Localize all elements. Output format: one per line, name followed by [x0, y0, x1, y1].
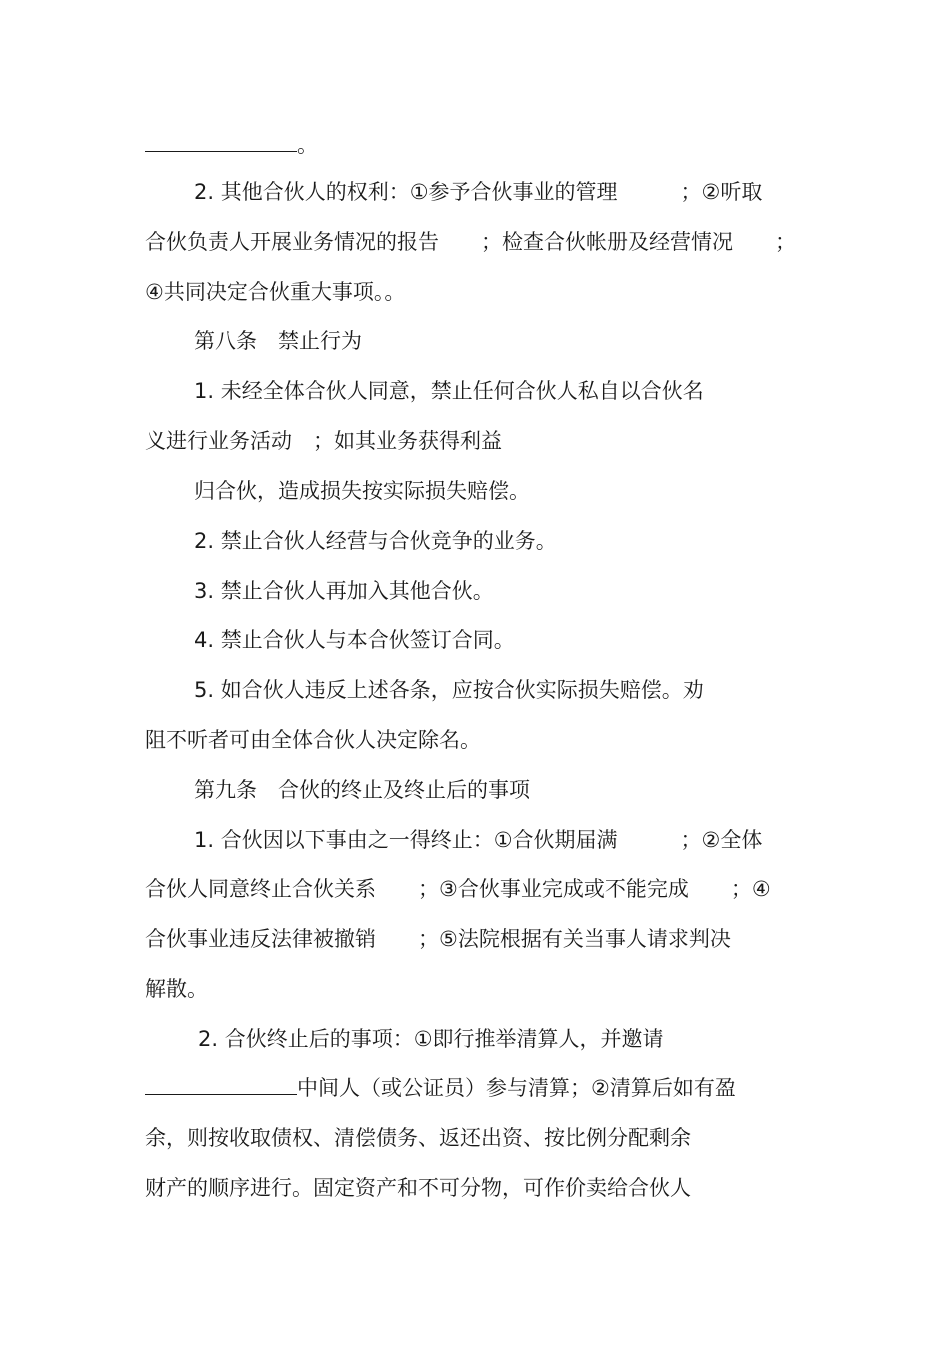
text-line-10: 4. 禁止合伙人与本合伙签订合同。: [194, 628, 515, 652]
text-line-15: 合伙人同意终止合伙关系 ；③合伙事业完成或不能完成 ；④: [145, 877, 771, 901]
text-line-05: 1. 未经全体合伙人同意，禁止任何合伙人私自以合伙名: [194, 379, 704, 403]
text-line-08: 2. 禁止合伙人经营与合伙竞争的业务。: [194, 529, 557, 553]
text-line-09: 3. 禁止合伙人再加入其他合伙。: [194, 579, 494, 603]
text-line-20: 余，则按收取债权、清偿债务、返还出资、按比例分配剩余: [145, 1126, 691, 1150]
text-line-06: 义进行业务活动 ；如其业务获得利益: [145, 429, 502, 453]
text-line-14: 1. 合伙因以下事由之一得终止：①合伙期届满 ；②全体: [194, 828, 763, 852]
text-line-17: 解散。: [145, 977, 208, 1001]
fill-in-blank: [145, 1093, 297, 1095]
text-line-02: 合伙负责人开展业务情况的报告 ；检查合伙帐册及经营情况 ；: [145, 230, 796, 254]
text-line-16: 合伙事业违反法律被撤销 ；⑤法院根据有关当事人请求判决: [145, 927, 731, 951]
text-line-19: 中间人（或公证员）参与清算；②清算后如有盈: [145, 1078, 736, 1099]
text-line-18: 2. 合伙终止后的事项：①即行推举清算人，并邀请: [198, 1027, 664, 1051]
fill-in-blank: [145, 150, 297, 152]
article-8-heading: 第八条 禁止行为: [194, 329, 362, 353]
text-line-11: 5. 如合伙人违反上述各条，应按合伙实际损失赔偿。劝: [194, 678, 704, 702]
text-line-21: 财产的顺序进行。固定资产和不可分物，可作价卖给合伙人: [145, 1176, 691, 1200]
text-line-03: ④共同决定合伙重大事项。。: [145, 280, 406, 304]
text-line-07: 归合伙，造成损失按实际损失赔偿。: [194, 479, 530, 503]
text-line-12: 阻不听者可由全体合伙人决定除名。: [145, 728, 481, 752]
article-9-heading: 第九条 合伙的终止及终止后的事项: [194, 778, 530, 802]
text-line-00: 。: [145, 135, 318, 156]
text-line-01: 2. 其他合伙人的权利：①参予合伙事业的管理 ；②听取: [194, 180, 763, 204]
